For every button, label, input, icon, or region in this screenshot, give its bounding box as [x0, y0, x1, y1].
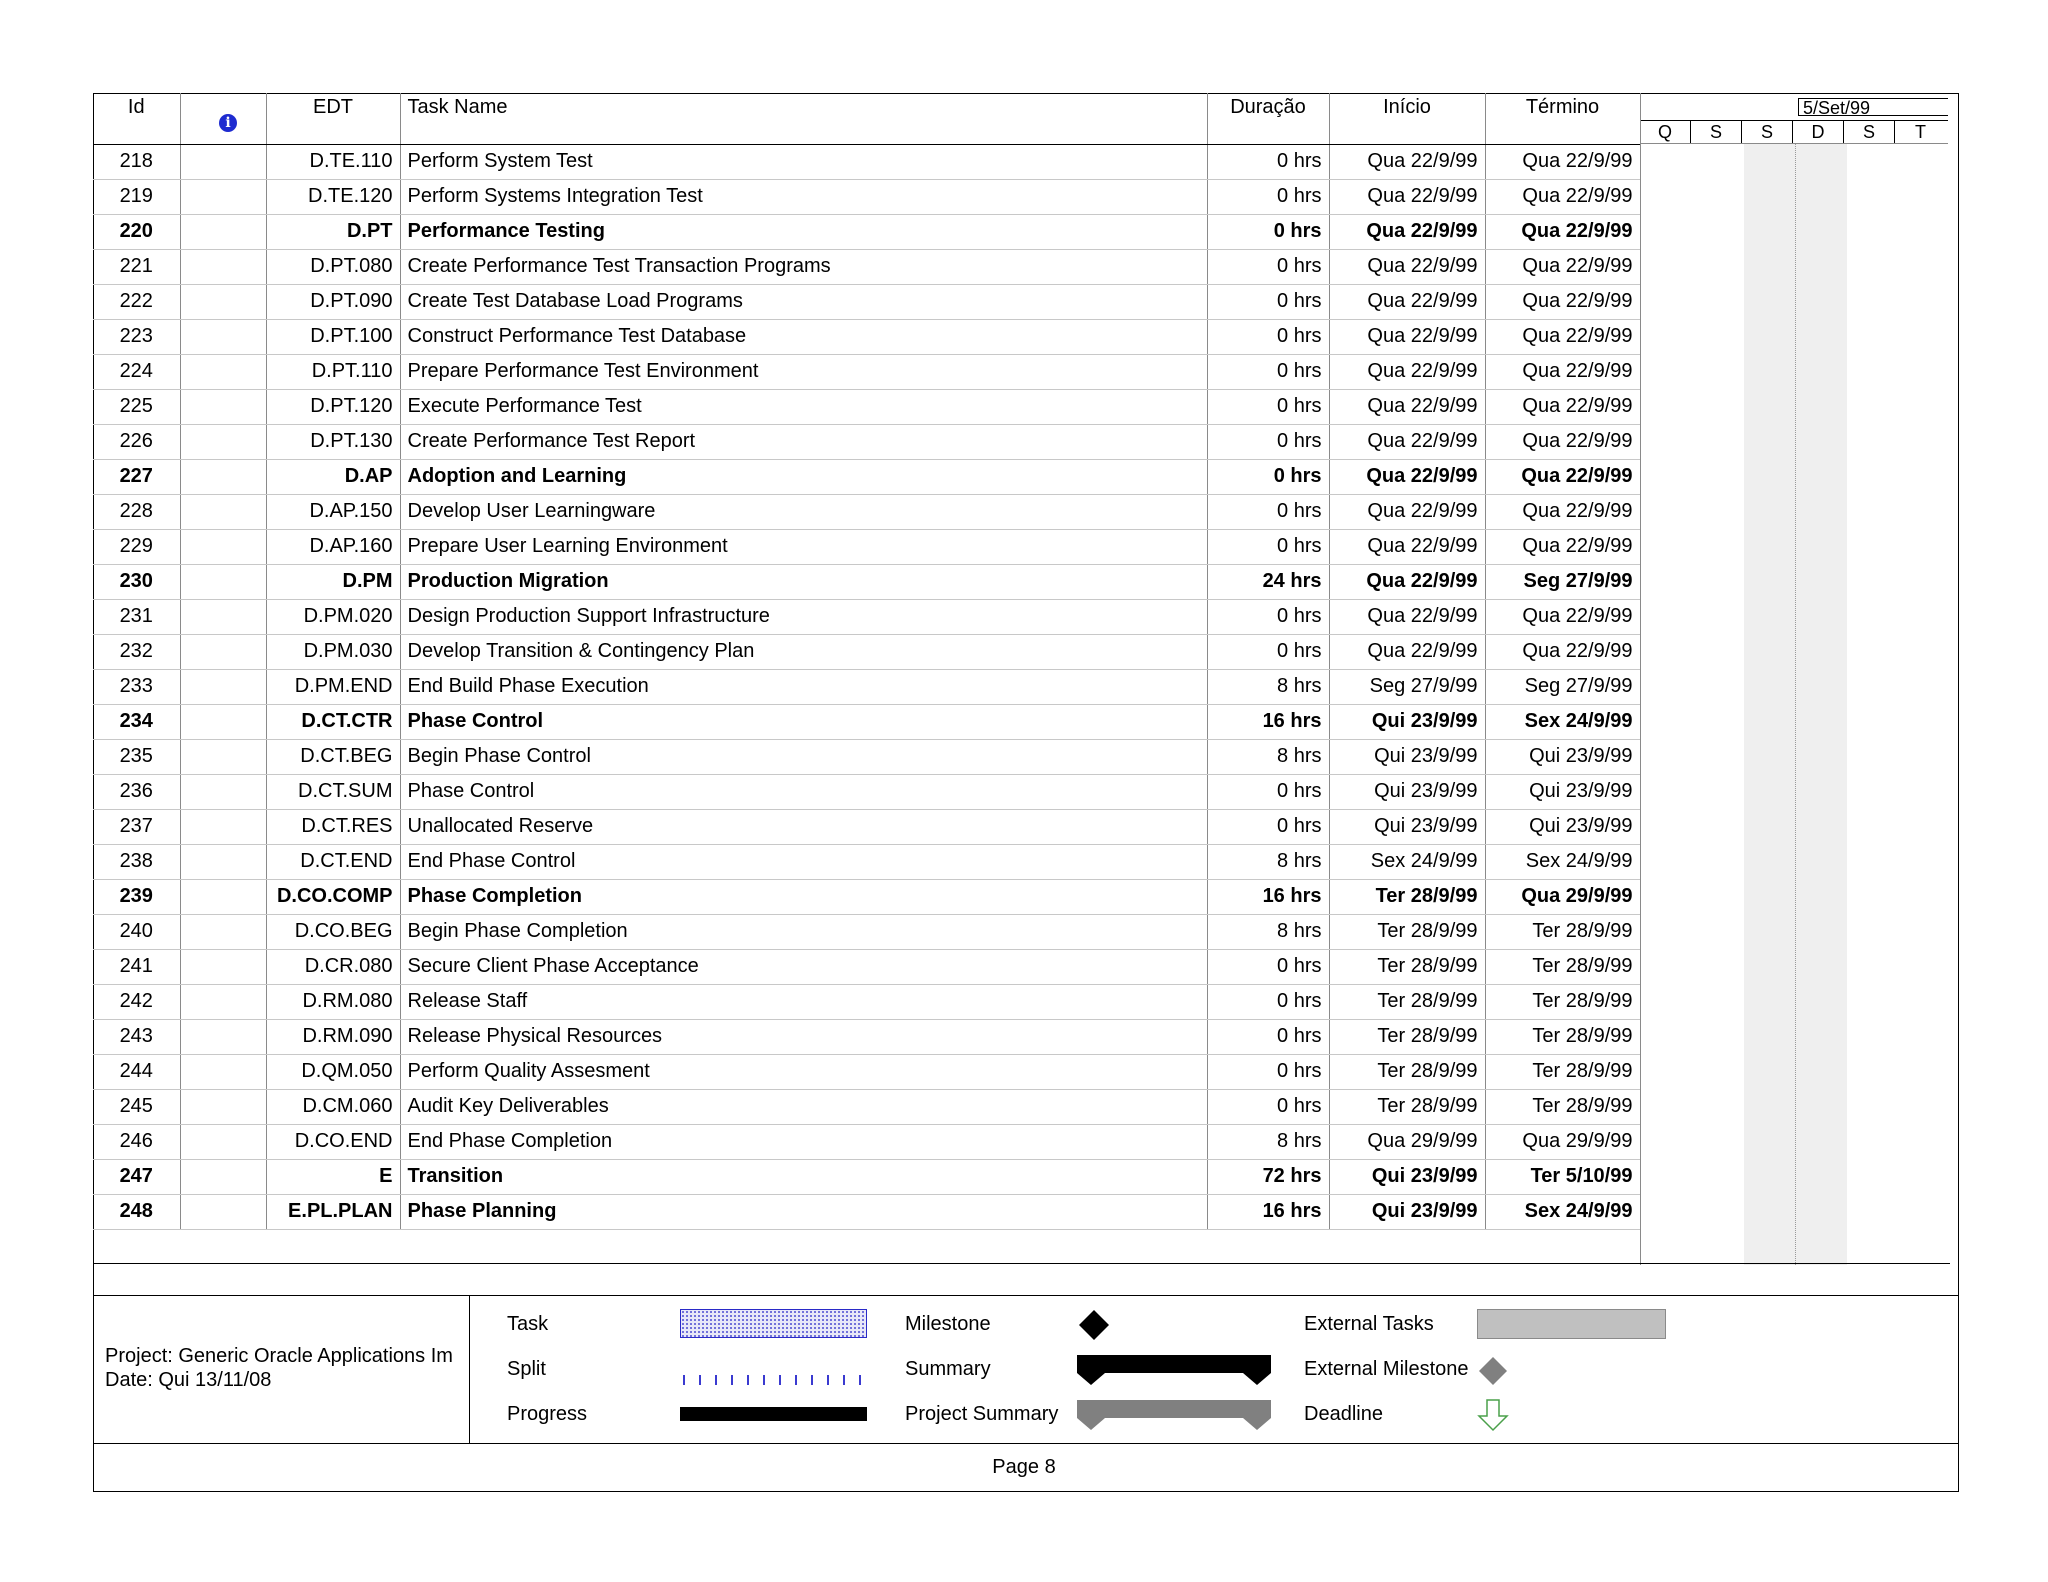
- row-task-name: Develop Transition & Contingency Plan: [400, 634, 1207, 669]
- row-indicator: [180, 844, 266, 879]
- gantt-week-marker: [1795, 143, 1796, 1265]
- row-termino: Ter 28/9/99: [1485, 949, 1640, 984]
- row-id: 218: [93, 144, 180, 179]
- row-inicio: Qua 22/9/99: [1329, 564, 1485, 599]
- gantt-day: Q: [1640, 121, 1691, 143]
- row-duracao: 0 hrs: [1207, 389, 1329, 424]
- table-row: [93, 459, 1640, 494]
- header-inicio: Início: [1329, 93, 1485, 144]
- table-row: [93, 1054, 1640, 1089]
- row-termino: Qua 22/9/99: [1485, 424, 1640, 459]
- gantt-day: S: [1691, 121, 1742, 143]
- row-task-name: End Phase Completion: [400, 1124, 1207, 1159]
- row-task-name: Begin Phase Completion: [400, 914, 1207, 949]
- row-task-name: End Build Phase Execution: [400, 669, 1207, 704]
- row-duracao: 0 hrs: [1207, 949, 1329, 984]
- row-task-name: Perform Systems Integration Test: [400, 179, 1207, 214]
- row-termino: Qui 23/9/99: [1485, 809, 1640, 844]
- row-inicio: Qua 22/9/99: [1329, 634, 1485, 669]
- row-indicator: [180, 774, 266, 809]
- project-name: Project: Generic Oracle Applications Im: [105, 1345, 453, 1367]
- row-inicio: Seg 27/9/99: [1329, 669, 1485, 704]
- row-duracao: 0 hrs: [1207, 319, 1329, 354]
- row-id: 245: [93, 1089, 180, 1124]
- row-termino: Sex 24/9/99: [1485, 1194, 1640, 1229]
- row-inicio: Qua 22/9/99: [1329, 494, 1485, 529]
- row-termino: Qua 22/9/99: [1485, 144, 1640, 179]
- row-inicio: Qua 22/9/99: [1329, 214, 1485, 249]
- row-edt: E: [266, 1159, 400, 1194]
- row-duracao: 0 hrs: [1207, 1054, 1329, 1089]
- legend-divider: [469, 1295, 470, 1443]
- gantt-day: T: [1915, 122, 1926, 142]
- row-duracao: 0 hrs: [1207, 354, 1329, 389]
- legend-bottom-border: [93, 1443, 1959, 1444]
- row-id: 235: [93, 739, 180, 774]
- row-task-name: Prepare Performance Test Environment: [400, 354, 1207, 389]
- row-termino: Ter 5/10/99: [1485, 1159, 1640, 1194]
- row-edt: E.PL.PLAN: [266, 1194, 400, 1229]
- gantt-day: D: [1793, 121, 1844, 143]
- row-inicio: Ter 28/9/99: [1329, 1089, 1485, 1124]
- table-row: [93, 599, 1640, 634]
- row-duracao: 0 hrs: [1207, 1089, 1329, 1124]
- row-id: 238: [93, 844, 180, 879]
- row-indicator: [180, 354, 266, 389]
- legend-project-summary-label: Project Summary: [905, 1403, 1059, 1425]
- row-indicator: [180, 1124, 266, 1159]
- row-inicio: Qua 22/9/99: [1329, 144, 1485, 179]
- row-inicio: Ter 28/9/99: [1329, 1054, 1485, 1089]
- row-inicio: Qui 23/9/99: [1329, 739, 1485, 774]
- row-indicator: [180, 914, 266, 949]
- row-edt: D.PT.110: [266, 354, 400, 389]
- legend-progress-label: Progress: [507, 1403, 588, 1425]
- row-termino: Qua 22/9/99: [1485, 354, 1640, 389]
- row-indicator: [180, 704, 266, 739]
- gantt-day-header: [1640, 120, 1948, 144]
- row-indicator: [180, 1089, 266, 1124]
- row-edt: D.RM.080: [266, 984, 400, 1019]
- row-inicio: Qui 23/9/99: [1329, 1194, 1485, 1229]
- table-row: [93, 809, 1640, 844]
- project-info: [105, 1344, 453, 1392]
- row-indicator: [180, 284, 266, 319]
- row-edt: D.PM.020: [266, 599, 400, 634]
- row-termino: Sex 24/9/99: [1485, 704, 1640, 739]
- row-termino: Qua 22/9/99: [1485, 634, 1640, 669]
- row-termino: Seg 27/9/99: [1485, 564, 1640, 599]
- row-duracao: 0 hrs: [1207, 984, 1329, 1019]
- legend-milestone-diamond: [1077, 1308, 1111, 1342]
- gantt-day: S: [1742, 121, 1793, 143]
- row-duracao: 0 hrs: [1207, 459, 1329, 494]
- row-termino: Ter 28/9/99: [1485, 1089, 1640, 1124]
- row-termino: Ter 28/9/99: [1485, 1054, 1640, 1089]
- row-task-name: Construct Performance Test Database: [400, 319, 1207, 354]
- row-edt: D.CT.SUM: [266, 774, 400, 809]
- row-edt: D.TE.120: [266, 179, 400, 214]
- row-termino: Qua 22/9/99: [1485, 459, 1640, 494]
- row-duracao: 0 hrs: [1207, 1019, 1329, 1054]
- row-edt: D.TE.110: [266, 144, 400, 179]
- row-inicio: Qui 23/9/99: [1329, 809, 1485, 844]
- row-indicator: [180, 494, 266, 529]
- table-row: [93, 949, 1640, 984]
- legend-split-bar: [683, 1375, 867, 1385]
- row-task-name: Phase Control: [400, 704, 1207, 739]
- row-edt: D.RM.090: [266, 1019, 400, 1054]
- row-task-name: Phase Completion: [400, 879, 1207, 914]
- row-task-name: Transition: [400, 1159, 1207, 1194]
- row-duracao: 0 hrs: [1207, 214, 1329, 249]
- row-edt: D.PT: [266, 214, 400, 249]
- row-duracao: 0 hrs: [1207, 144, 1329, 179]
- row-indicator: [180, 1194, 266, 1229]
- table-bottom-border: [93, 1263, 1950, 1264]
- row-indicator: [180, 389, 266, 424]
- row-duracao: 0 hrs: [1207, 284, 1329, 319]
- row-indicator: [180, 1159, 266, 1194]
- table-row: [93, 424, 1640, 459]
- row-termino: Seg 27/9/99: [1485, 669, 1640, 704]
- row-edt: D.CR.080: [266, 949, 400, 984]
- row-duracao: 8 hrs: [1207, 669, 1329, 704]
- table-row: [93, 144, 1640, 179]
- row-duracao: 16 hrs: [1207, 879, 1329, 914]
- row-termino: Qui 23/9/99: [1485, 739, 1640, 774]
- row-inicio: Ter 28/9/99: [1329, 914, 1485, 949]
- row-inicio: Qua 22/9/99: [1329, 424, 1485, 459]
- table-row: [93, 389, 1640, 424]
- row-edt: D.PT.090: [266, 284, 400, 319]
- row-id: 226: [93, 424, 180, 459]
- row-duracao: 0 hrs: [1207, 809, 1329, 844]
- row-task-name: Adoption and Learning: [400, 459, 1207, 494]
- row-task-name: Perform System Test: [400, 144, 1207, 179]
- table-row: [93, 179, 1640, 214]
- row-duracao: 0 hrs: [1207, 424, 1329, 459]
- row-inicio: Qui 23/9/99: [1329, 774, 1485, 809]
- row-inicio: Qua 22/9/99: [1329, 319, 1485, 354]
- page-number: Page 8: [992, 1456, 1056, 1478]
- gantt-day: S: [1844, 121, 1895, 143]
- row-termino: Qui 23/9/99: [1485, 774, 1640, 809]
- row-termino: Qua 22/9/99: [1485, 249, 1640, 284]
- legend-progress-bar: [680, 1407, 867, 1421]
- row-termino: Sex 24/9/99: [1485, 844, 1640, 879]
- row-indicator: [180, 179, 266, 214]
- row-inicio: Ter 28/9/99: [1329, 949, 1485, 984]
- row-inicio: Ter 28/9/99: [1329, 1019, 1485, 1054]
- table-row: [93, 564, 1640, 599]
- row-duracao: 0 hrs: [1207, 774, 1329, 809]
- table-row: [93, 984, 1640, 1019]
- row-indicator: [180, 564, 266, 599]
- row-edt: D.CT.CTR: [266, 704, 400, 739]
- row-task-name: Phase Planning: [400, 1194, 1207, 1229]
- row-duracao: 24 hrs: [1207, 564, 1329, 599]
- table-row: [93, 634, 1640, 669]
- row-edt: D.PT.080: [266, 249, 400, 284]
- row-inicio: Ter 28/9/99: [1329, 879, 1485, 914]
- row-termino: Qua 22/9/99: [1485, 599, 1640, 634]
- row-inicio: Qua 22/9/99: [1329, 354, 1485, 389]
- row-id: 241: [93, 949, 180, 984]
- row-indicator: [180, 739, 266, 774]
- row-termino: Ter 28/9/99: [1485, 1019, 1640, 1054]
- row-edt: D.AP.150: [266, 494, 400, 529]
- row-id: 222: [93, 284, 180, 319]
- row-id: 233: [93, 669, 180, 704]
- row-indicator: [180, 879, 266, 914]
- gantt-divider: [1640, 93, 1641, 1265]
- row-id: 220: [93, 214, 180, 249]
- row-indicator: [180, 459, 266, 494]
- table-row: [93, 879, 1640, 914]
- row-inicio: Qua 22/9/99: [1329, 179, 1485, 214]
- row-termino: Ter 28/9/99: [1485, 984, 1640, 1019]
- row-edt: D.PT.130: [266, 424, 400, 459]
- row-inicio: Qua 22/9/99: [1329, 529, 1485, 564]
- table-row: [93, 739, 1640, 774]
- row-indicator: [180, 1054, 266, 1089]
- table-header-row: [93, 93, 1640, 144]
- row-inicio: Qui 23/9/99: [1329, 704, 1485, 739]
- row-indicator: [180, 809, 266, 844]
- row-termino: Qua 22/9/99: [1485, 284, 1640, 319]
- row-indicator: [180, 144, 266, 179]
- row-id: 219: [93, 179, 180, 214]
- row-task-name: Performance Testing: [400, 214, 1207, 249]
- row-id: 236: [93, 774, 180, 809]
- row-id: 225: [93, 389, 180, 424]
- row-id: 244: [93, 1054, 180, 1089]
- row-duracao: 16 hrs: [1207, 704, 1329, 739]
- legend-external-tasks-label: External Tasks: [1304, 1313, 1434, 1335]
- row-id: 240: [93, 914, 180, 949]
- row-edt: D.CO.BEG: [266, 914, 400, 949]
- row-inicio: Qua 22/9/99: [1329, 599, 1485, 634]
- legend-external-task-bar: [1477, 1309, 1666, 1339]
- row-termino: Qua 22/9/99: [1485, 494, 1640, 529]
- row-duracao: 0 hrs: [1207, 634, 1329, 669]
- table-row: [93, 1124, 1640, 1159]
- row-task-name: Production Migration: [400, 564, 1207, 599]
- header-duracao: Duração: [1207, 93, 1329, 144]
- row-id: 247: [93, 1159, 180, 1194]
- row-task-name: Phase Control: [400, 774, 1207, 809]
- table-row: [93, 319, 1640, 354]
- row-termino: Qua 22/9/99: [1485, 529, 1640, 564]
- row-indicator: [180, 214, 266, 249]
- row-id: 221: [93, 249, 180, 284]
- row-indicator: [180, 319, 266, 354]
- row-duracao: 8 hrs: [1207, 844, 1329, 879]
- row-duracao: 0 hrs: [1207, 179, 1329, 214]
- row-inicio: Qua 22/9/99: [1329, 389, 1485, 424]
- table-row: [93, 529, 1640, 564]
- gantt-week-label: 5/Set/99: [1798, 98, 1948, 116]
- legend-task-label: Task: [507, 1313, 549, 1335]
- row-duracao: 8 hrs: [1207, 1124, 1329, 1159]
- row-id: 246: [93, 1124, 180, 1159]
- table-row: [93, 914, 1640, 949]
- table-row: [93, 214, 1640, 249]
- row-edt: D.AP.160: [266, 529, 400, 564]
- row-indicator: [180, 599, 266, 634]
- row-task-name: End Phase Control: [400, 844, 1207, 879]
- row-edt: D.PM: [266, 564, 400, 599]
- row-edt: D.AP: [266, 459, 400, 494]
- row-indicator: [180, 424, 266, 459]
- table-row: [93, 844, 1640, 879]
- row-termino: Qua 22/9/99: [1485, 319, 1640, 354]
- row-id: 243: [93, 1019, 180, 1054]
- row-termino: Qua 29/9/99: [1485, 879, 1640, 914]
- header-indicators: [180, 93, 266, 144]
- row-termino: Ter 28/9/99: [1485, 914, 1640, 949]
- row-id: 231: [93, 599, 180, 634]
- row-indicator: [180, 984, 266, 1019]
- row-edt: D.CO.COMP: [266, 879, 400, 914]
- row-edt: D.CO.END: [266, 1124, 400, 1159]
- row-duracao: 0 hrs: [1207, 599, 1329, 634]
- row-inicio: Qui 23/9/99: [1329, 1159, 1485, 1194]
- row-edt: D.CT.RES: [266, 809, 400, 844]
- deadline-arrow-icon: [1477, 1398, 1509, 1432]
- row-inicio: Ter 28/9/99: [1329, 984, 1485, 1019]
- legend-project-summary-bar: [1077, 1398, 1271, 1430]
- row-edt: D.PT.100: [266, 319, 400, 354]
- table-row: [93, 1019, 1640, 1054]
- row-indicator: [180, 1019, 266, 1054]
- row-id: 248: [93, 1194, 180, 1229]
- row-duracao: 8 hrs: [1207, 914, 1329, 949]
- row-id: 239: [93, 879, 180, 914]
- row-duracao: 72 hrs: [1207, 1159, 1329, 1194]
- project-date: Date: Qui 13/11/08: [105, 1369, 272, 1391]
- row-inicio: Qua 22/9/99: [1329, 284, 1485, 319]
- gantt-chart-area: [1640, 93, 1948, 1265]
- row-duracao: 8 hrs: [1207, 739, 1329, 774]
- row-edt: D.CM.060: [266, 1089, 400, 1124]
- row-id: 223: [93, 319, 180, 354]
- row-indicator: [180, 249, 266, 284]
- row-task-name: Execute Performance Test: [400, 389, 1207, 424]
- row-task-name: Release Staff: [400, 984, 1207, 1019]
- row-id: 230: [93, 564, 180, 599]
- row-termino: Qua 22/9/99: [1485, 389, 1640, 424]
- row-edt: D.CT.END: [266, 844, 400, 879]
- row-duracao: 0 hrs: [1207, 529, 1329, 564]
- table-row: [93, 354, 1640, 389]
- row-inicio: Sex 24/9/99: [1329, 844, 1485, 879]
- row-task-name: Secure Client Phase Acceptance: [400, 949, 1207, 984]
- row-id: 228: [93, 494, 180, 529]
- info-icon: i: [219, 114, 237, 132]
- legend-external-milestone-diamond: [1477, 1355, 1509, 1387]
- row-termino: Qua 22/9/99: [1485, 214, 1640, 249]
- table-row: [93, 1089, 1640, 1124]
- legend-milestone-label: Milestone: [905, 1313, 991, 1335]
- row-edt: D.CT.BEG: [266, 739, 400, 774]
- row-id: 227: [93, 459, 180, 494]
- row-task-name: Release Physical Resources: [400, 1019, 1207, 1054]
- row-id: 237: [93, 809, 180, 844]
- row-edt: D.PM.030: [266, 634, 400, 669]
- row-edt: D.PM.END: [266, 669, 400, 704]
- row-id: 232: [93, 634, 180, 669]
- row-id: 229: [93, 529, 180, 564]
- row-duracao: 0 hrs: [1207, 494, 1329, 529]
- row-indicator: [180, 949, 266, 984]
- legend-external-milestone-label: External Milestone: [1304, 1358, 1469, 1380]
- row-duracao: 16 hrs: [1207, 1194, 1329, 1229]
- row-termino: Qua 22/9/99: [1485, 179, 1640, 214]
- legend-task-bar: [680, 1309, 867, 1338]
- table-row: [93, 1194, 1640, 1229]
- legend-summary-bar: [1077, 1353, 1271, 1385]
- table-row: [93, 704, 1640, 739]
- table-row: [93, 284, 1640, 319]
- row-task-name: Create Test Database Load Programs: [400, 284, 1207, 319]
- legend-split-label: Split: [507, 1358, 546, 1380]
- row-task-name: Begin Phase Control: [400, 739, 1207, 774]
- header-edt: EDT: [266, 93, 400, 144]
- row-inicio: Qua 22/9/99: [1329, 459, 1485, 494]
- row-indicator: [180, 529, 266, 564]
- legend-top-border: [93, 1295, 1959, 1296]
- row-task-name: Perform Quality Assesment: [400, 1054, 1207, 1089]
- row-termino: Qua 29/9/99: [1485, 1124, 1640, 1159]
- row-inicio: Qua 22/9/99: [1329, 249, 1485, 284]
- row-id: 242: [93, 984, 180, 1019]
- row-task-name: Design Production Support Infrastructure: [400, 599, 1207, 634]
- row-task-name: Create Performance Test Report: [400, 424, 1207, 459]
- row-id: 224: [93, 354, 180, 389]
- row-indicator: [180, 669, 266, 704]
- row-task-name: Create Performance Test Transaction Programs: [400, 249, 1207, 284]
- row-inicio: Qua 29/9/99: [1329, 1124, 1485, 1159]
- header-id: Id: [93, 93, 180, 144]
- header-task-name: Task Name: [400, 93, 1207, 144]
- row-edt: D.PT.120: [266, 389, 400, 424]
- row-indicator: [180, 634, 266, 669]
- row-task-name: Unallocated Reserve: [400, 809, 1207, 844]
- table-row: [93, 494, 1640, 529]
- row-edt: D.QM.050: [266, 1054, 400, 1089]
- row-duracao: 0 hrs: [1207, 249, 1329, 284]
- table-row: [93, 1159, 1640, 1194]
- header-termino: Término: [1485, 93, 1640, 144]
- row-task-name: Audit Key Deliverables: [400, 1089, 1207, 1124]
- table-row: [93, 774, 1640, 809]
- table-row: [93, 669, 1640, 704]
- task-table: [93, 93, 1641, 1230]
- row-task-name: Develop User Learningware: [400, 494, 1207, 529]
- legend-deadline-label: Deadline: [1304, 1403, 1383, 1425]
- row-id: 234: [93, 704, 180, 739]
- legend-summary-label: Summary: [905, 1358, 991, 1380]
- table-row: [93, 249, 1640, 284]
- row-task-name: Prepare User Learning Environment: [400, 529, 1207, 564]
